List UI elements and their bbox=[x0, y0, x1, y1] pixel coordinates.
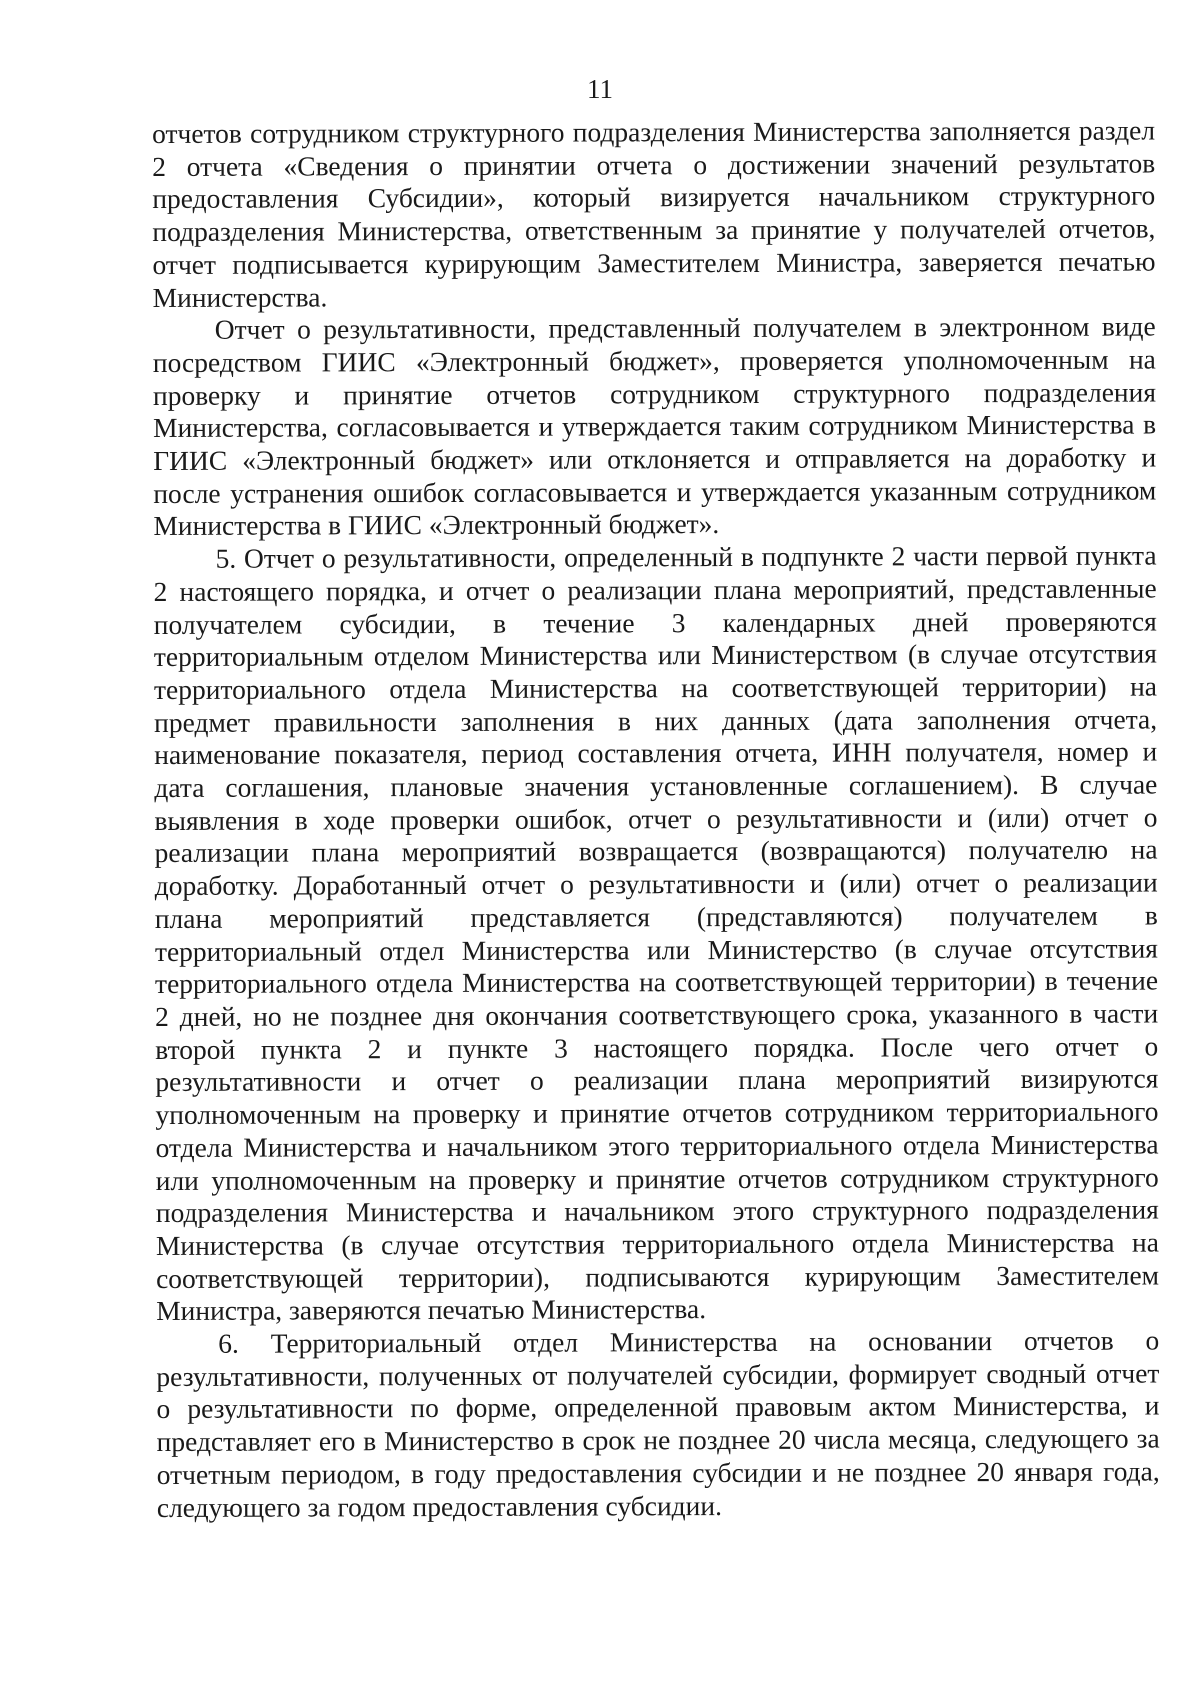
paragraph-item-6: 6. Территориальный отдел Министерства на основании отчетов о результативности, полученных от получателей субсидии, формирует сводный отчет о результативности по форме, определенной правовым актом Министерства, и представляет его в Министерство в срок не позднее 20 числа месяца, следующего за отчетным периодом, в году предоставления субсидии и не позднее 20 января года, следующего за годом предоставления субсидии. bbox=[156, 1324, 1160, 1523]
paragraph-electronic-budget-report: Отчет о результативности, представленный получателем в электронном виде посредством ГИИС «Электронный бюджет», проверяется уполномоченным на проверку и принятие отчетов сотрудником структурного подразделения Министерства, согласовывается и утверждается таким сотрудником Министерства в ГИИС «Электронный бюджет» или отклоняется и отправляется на доработку и после устранения ошибок согласовывается и утверждается указанным сотрудником Министерства в ГИИС «Электронный бюджет». bbox=[152, 310, 1157, 542]
document-body bbox=[152, 114, 1160, 1524]
paragraph-item-5: 5. Отчет о результативности, определенный в подпункте 2 части первой пункта 2 настоящего порядка, и отчет о реализации плана мероприятий, представленные получателем субсидии, в течение 3 календарных дней проверяются территориальным отделом Министерства или Министерством (в случае отсутствия территориального отдела Министерства на соответствующей территории) на предмет правильности заполнения в них данных (дата заполнения отчета, наименование показателя, период составления отчета, ИНН получателя, номер и дата соглашения, плановые значения установленные соглашением). В случае выявления в ходе проверки ошибок, отчет о результативности и (или) отчет о реализации плана мероприятий возвращается (возвращаются) получателю на доработку. Доработанный отчет о результативности и (или) отчет о реализации плана мероприятий представляется (представляются) получателем в территориальный отдел Министерства или Министерство (в случае отсутствия территориального отдела Министерства на соответствующей территории) в течение 2 дней, но не позднее дня окончания соответствующего срока, указанного в части второй пункта 2 и пункте 3 настоящего порядка. После чего отчет о результативности и отчет о реализации плана мероприятий визируются уполномоченным на проверку и принятие отчетов сотрудником территориального отдела Министерства и начальником этого территориального отдела Министерства или уполномоченным на проверку и принятие отчетов сотрудником структурного подразделения Министерства и начальником этого структурного подразделения Министерства (в случае отсутствия территориального отдела Министерства на соответствующей территории), подписываются курирующим Заместителем Министра, заверяются печатью Министерства. bbox=[153, 539, 1160, 1327]
page-number: 11 bbox=[587, 74, 613, 104]
paragraph-report-section-2: отчетов сотрудником структурного подразделения Министерства заполняется раздел 2 отчета «Сведения о принятии отчета о достижении значений результатов предоставления Субсидии», который визируется начальником структурного подразделения Министерства, ответственным за принятие у получателей отчетов, отчет подписывается курирующим Заместителем Министра, заверяется печатью Министерства. bbox=[152, 114, 1156, 313]
